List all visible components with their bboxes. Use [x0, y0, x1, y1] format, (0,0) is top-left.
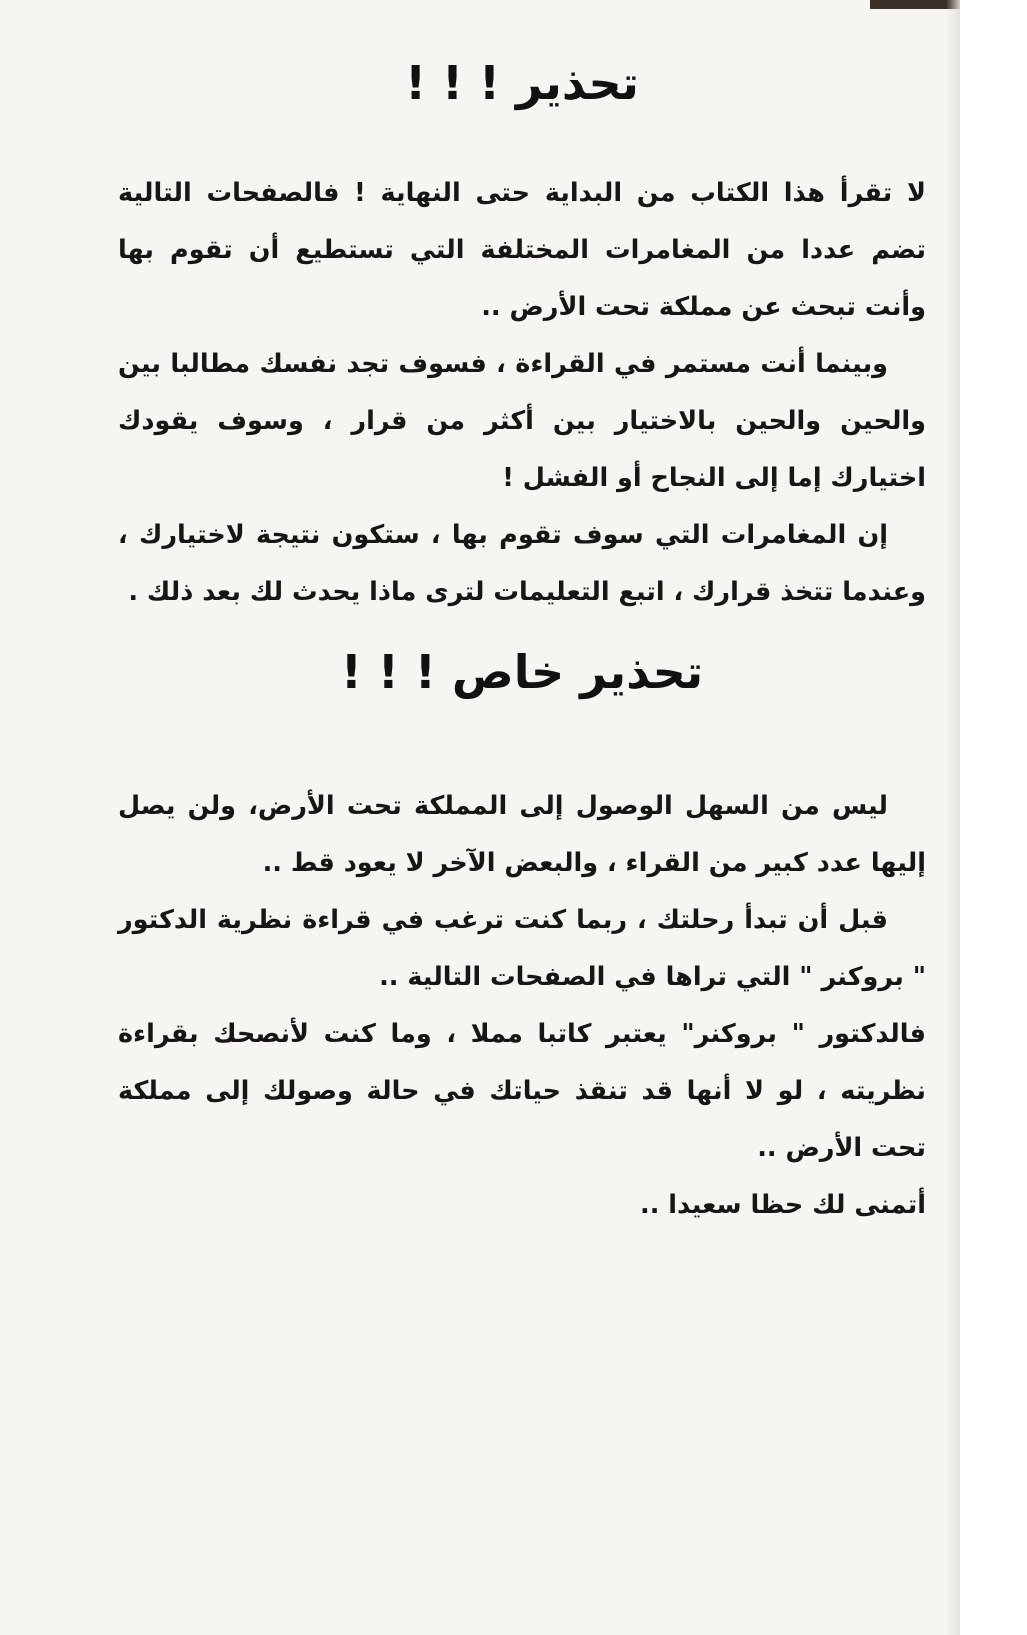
warning-paragraph-1: لا تقرأ هذا الكتاب من البداية حتى النهاية ! فالصفحات التالية تضم عددا من المغامرات المختلفة التي تستطيع أن تقوم بها وأنت تبحث عن مملكة تحت الأرض .. [118, 178, 926, 323]
special-paragraph-1: ليس من السهل الوصول إلى المملكة تحت الأرض، ولن يصل إليها عدد كبير من القراء ، والبعض الآخر لا يعود قط .. [118, 791, 926, 879]
special-warning-title: تحذير خاص ! ! ! [340, 645, 704, 700]
special-paragraph-3: فالدكتور " بروكنر" يعتبر كاتبا مملا ، وما كنت لأنصحك بقراءة نظريته ، لو لا أنها قد تنقذ حياتك في حالة وصولك إلى مملكة تحت الأرض .. [118, 1019, 926, 1164]
warning-paragraph-3: إن المغامرات التي سوف تقوم بها ، ستكون نتيجة لاختيارك ، وعندما تتخذ قرارك ، اتبع التعليمات لترى ماذا يحدث لك بعد ذلك . [118, 520, 926, 608]
special-paragraph-2: قبل أن تبدأ رحلتك ، ربما كنت ترغب في قراءة نظرية الدكتور " بروكنر " التي تراها في الصفحات التالية .. [118, 905, 926, 993]
special-paragraph-4: أتمنى لك حظا سعيدا .. [640, 1190, 926, 1221]
page-content [118, 40, 926, 1234]
page-edge-shadow [946, 0, 960, 1635]
warning-title: تحذير ! ! ! [405, 56, 639, 110]
warning-paragraph-2: وبينما أنت مستمر في القراءة ، فسوف تجد نفسك مطالبا بين والحين والحين بالاختيار بين أكثر من قرار ، وسوف يقودك اختيارك إما إلى النجاح أو الفشل ! [118, 349, 926, 494]
